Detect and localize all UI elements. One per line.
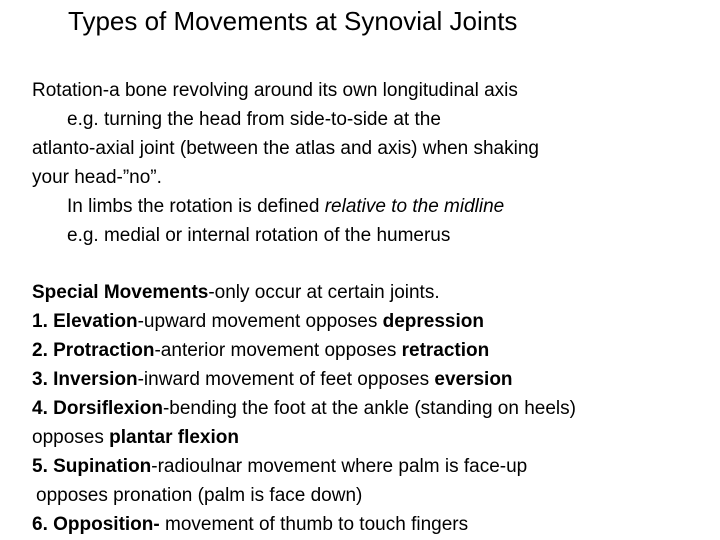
list-item (32, 365, 716, 394)
item-term: Dorsiflexion (53, 398, 163, 419)
item-opposite: plantar flexion (109, 427, 239, 448)
item-number: 3. (32, 369, 54, 390)
rotation-section (32, 76, 716, 250)
limbs-prefix: In limbs the rotation is defined (67, 196, 325, 217)
item-number: 1. (32, 311, 54, 332)
item-opposite: depression (382, 311, 484, 332)
item-text: -radioulnar movement where palm is face-up (151, 456, 528, 477)
special-heading-term: Special Movements (32, 282, 209, 303)
rotation-definition-line (32, 76, 716, 105)
list-item-continuation: opposes pronation (palm is face down) (36, 485, 363, 506)
limbs-example-line: e.g. medial or internal rotation of the humerus (67, 225, 451, 246)
item-text: -bending the foot at the ankle (standing on heels) (162, 398, 576, 419)
list-item (32, 452, 716, 481)
rotation-example-line-2: atlanto-axial joint (between the atlas and axis) when shaking (32, 138, 539, 159)
list-item (32, 307, 716, 336)
slide-title: Types of Movements at Synovial Joints (68, 6, 518, 36)
special-heading (32, 278, 716, 307)
item-term: Supination (53, 456, 152, 477)
rotation-term: Rotation (32, 80, 103, 101)
item-term: Inversion (53, 369, 138, 390)
item-term: Elevation (53, 311, 138, 332)
item-term: Opposition- (53, 514, 160, 535)
list-item-continuation (32, 423, 716, 452)
limbs-italic-phrase: relative to the midline (324, 196, 505, 217)
rotation-example-line-3: your head-”no”. (32, 167, 162, 188)
limbs-rotation-line (32, 192, 716, 221)
item-number: 5. (32, 456, 54, 477)
item-text: -anterior movement opposes (154, 340, 402, 361)
item-text: -inward movement of feet opposes (137, 369, 435, 390)
rotation-example-line-1: e.g. turning the head from side-to-side at the (67, 109, 441, 130)
item-line2-prefix: opposes (32, 427, 110, 448)
special-movements-section (32, 278, 716, 539)
item-text: movement of thumb to touch fingers (159, 514, 469, 535)
rotation-definition: -a bone revolving around its own longitudinal axis (102, 80, 518, 101)
item-text: -upward movement opposes (137, 311, 383, 332)
item-term: Protraction (53, 340, 155, 361)
list-item (32, 336, 716, 365)
item-number: 4. (32, 398, 54, 419)
special-heading-rest: -only occur at certain joints. (208, 282, 440, 303)
item-number: 2. (32, 340, 54, 361)
list-item (32, 394, 716, 423)
item-number: 6. (32, 514, 54, 535)
item-opposite: eversion (434, 369, 513, 390)
item-opposite: retraction (401, 340, 490, 361)
list-item (32, 510, 716, 539)
